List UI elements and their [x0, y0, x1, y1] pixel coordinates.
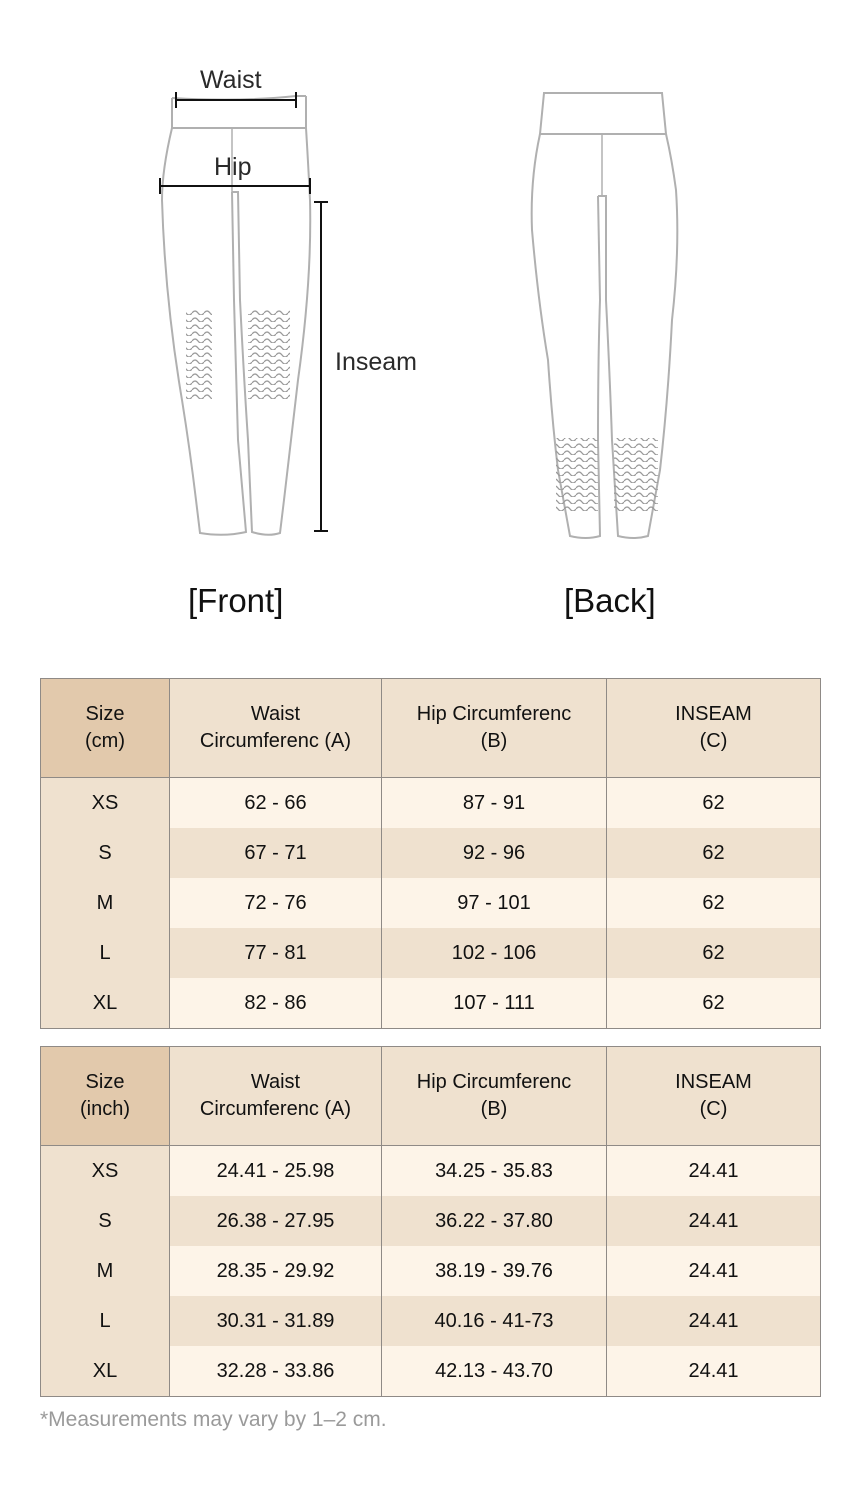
leggings-illustration	[0, 0, 860, 660]
inseam-cell: 62	[607, 878, 821, 928]
table-row	[41, 778, 821, 829]
size-cell: M	[41, 1246, 170, 1296]
inseam-cell: 24.41	[607, 1296, 821, 1346]
table-row	[41, 1196, 821, 1246]
waist-label: Waist	[200, 66, 262, 94]
size-cell: L	[41, 1296, 170, 1346]
size-cell: XL	[41, 978, 170, 1029]
waist-cell: 62 - 66	[170, 778, 382, 829]
table-row	[41, 1346, 821, 1397]
size-cell: XL	[41, 1346, 170, 1397]
front-view-label: [Front]	[188, 582, 284, 619]
waist-cell: 24.41 - 25.98	[170, 1146, 382, 1197]
inseam-cell: 62	[607, 828, 821, 878]
hip-cell: 36.22 - 37.80	[382, 1196, 607, 1246]
hip-cell: 87 - 91	[382, 778, 607, 829]
hip-cell: 92 - 96	[382, 828, 607, 878]
hip-cell: 42.13 - 43.70	[382, 1346, 607, 1397]
header-waist: Waist Circumferenc (A)	[170, 679, 382, 778]
waist-cell: 67 - 71	[170, 828, 382, 878]
inseam-label: Inseam	[335, 348, 417, 376]
waist-cell: 82 - 86	[170, 978, 382, 1029]
inseam-cell: 24.41	[607, 1146, 821, 1197]
size-cell: XS	[41, 1146, 170, 1197]
waist-cell: 28.35 - 29.92	[170, 1246, 382, 1296]
hip-cell: 97 - 101	[382, 878, 607, 928]
header-size: Size (inch)	[41, 1047, 170, 1146]
waist-cell: 77 - 81	[170, 928, 382, 978]
back-view-label: [Back]	[564, 582, 656, 619]
inseam-cell: 24.41	[607, 1196, 821, 1246]
back-leggings	[532, 93, 678, 538]
inseam-cell: 62	[607, 928, 821, 978]
table-header-row	[41, 1047, 821, 1146]
table-row	[41, 1246, 821, 1296]
inseam-cell: 62	[607, 978, 821, 1029]
hip-cell: 40.16 - 41-73	[382, 1296, 607, 1346]
header-hip: Hip Circumferenc (B)	[382, 1047, 607, 1146]
size-cell: XS	[41, 778, 170, 829]
size-table-inch	[40, 1046, 821, 1397]
table-row	[41, 978, 821, 1029]
table-header-row	[41, 679, 821, 778]
hip-cell: 102 - 106	[382, 928, 607, 978]
size-diagram	[0, 0, 860, 660]
size-table-cm	[40, 678, 821, 1029]
size-cell: S	[41, 828, 170, 878]
table-row	[41, 928, 821, 978]
header-inseam: INSEAM (C)	[607, 679, 821, 778]
header-waist: Waist Circumferenc (A)	[170, 1047, 382, 1146]
waist-cell: 32.28 - 33.86	[170, 1346, 382, 1397]
header-hip: Hip Circumferenc (B)	[382, 679, 607, 778]
table-row	[41, 1146, 821, 1197]
table-row	[41, 878, 821, 928]
table-row	[41, 828, 821, 878]
hip-cell: 107 - 111	[382, 978, 607, 1029]
table-row	[41, 1296, 821, 1346]
measurement-footnote: *Measurements may vary by 1–2 cm.	[40, 1408, 387, 1431]
inseam-cell: 24.41	[607, 1346, 821, 1397]
inseam-cell: 62	[607, 778, 821, 829]
inseam-cell: 24.41	[607, 1246, 821, 1296]
size-cell: L	[41, 928, 170, 978]
hip-cell: 38.19 - 39.76	[382, 1246, 607, 1296]
hip-label: Hip	[214, 153, 252, 181]
size-cell: S	[41, 1196, 170, 1246]
waist-cell: 26.38 - 27.95	[170, 1196, 382, 1246]
waist-cell: 30.31 - 31.89	[170, 1296, 382, 1346]
hip-cell: 34.25 - 35.83	[382, 1146, 607, 1197]
size-cell: M	[41, 878, 170, 928]
header-inseam: INSEAM (C)	[607, 1047, 821, 1146]
header-size: Size (cm)	[41, 679, 170, 778]
waist-cell: 72 - 76	[170, 878, 382, 928]
